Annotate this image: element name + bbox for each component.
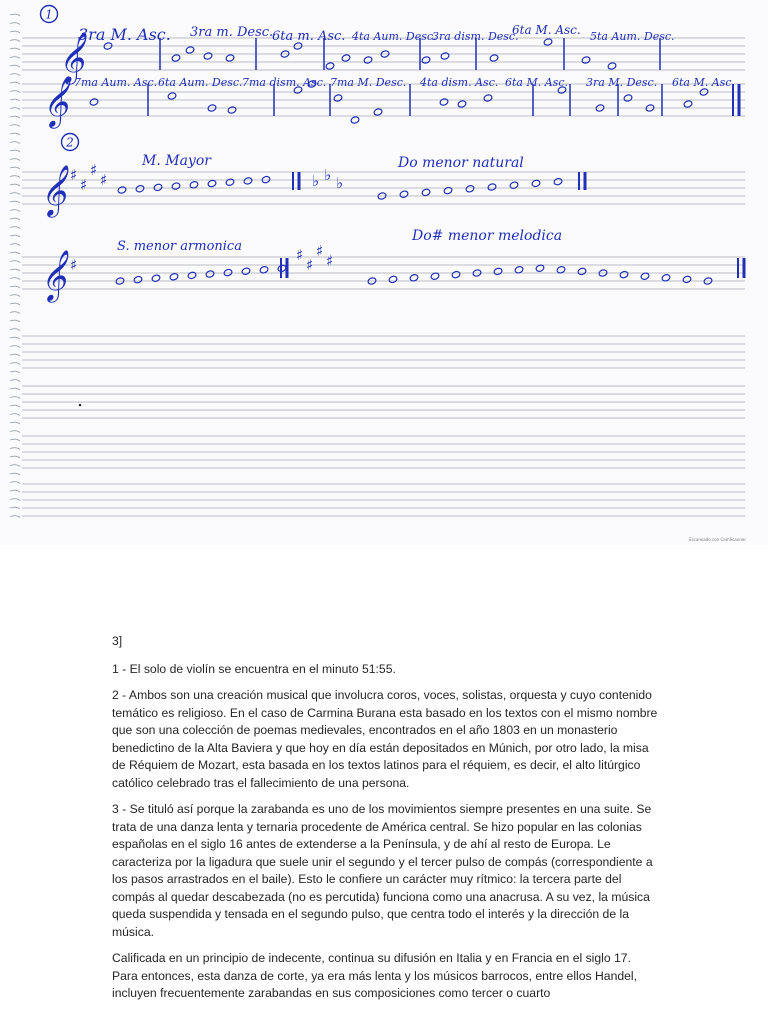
interval-label: 6ta m. Asc.: [272, 29, 346, 44]
sharp-icon: ♯: [70, 256, 78, 274]
treble-clef-icon: 𝄞: [40, 165, 67, 216]
answer-paragraph-1: 1 - El solo de violín se encuentra en el minuto 51:55.: [112, 661, 396, 676]
interval-label: 7ma Aum. Asc.: [74, 76, 158, 89]
scanner-stamp: Escaneado con CamScanner: [689, 537, 746, 542]
sharp-icon: ♯: [326, 252, 334, 270]
interval-label: 4ta dism. Asc.: [420, 76, 499, 89]
treble-clef-icon: 𝄞: [42, 76, 69, 127]
scale-label-harmonic-minor: S. menor armonica: [117, 239, 242, 254]
answer-paragraph-2: 2 - Ambos son una creación musical que involucra coros, voces, solistas, orquesta y cuyo contenido temático es religioso. En el caso de Carmina Burana esta basado en los textos con el mismo nombre que son una colección de poemas medievales, encontrados en el año 1803 en un monasterio benedictino de la Alta Baviera y que hoy en día están depositados en Múnich, por otro lado, la misa de Réquiem de Mozart, esta basada en los textos latinos para el réquiem, es decir, el alto litúrgico católico celebrado tras el fallecimiento de una persona.: [112, 688, 658, 790]
row-2-interval-labels: [74, 76, 735, 89]
sharp-icon: ♯: [90, 161, 98, 179]
svg-text:1: 1: [45, 7, 53, 22]
sharp-icon: ♯: [306, 256, 314, 274]
sharp-icon: ♯: [316, 242, 324, 260]
scale-label-c-minor-natural: Do menor natural: [398, 155, 524, 171]
answers-section: [112, 633, 660, 1012]
interval-label: 3ra M. Desc.: [586, 76, 658, 89]
answer-paragraph-4: Calificada en un principio de indecente, continua su difusión en Italia y en Francia en el siglo 17. Para entonces, esta danza de corte, ya era más lenta y los músicos barrocos, entre ellos Handel, incluyen frecuentemente zarabandas en sus composiciones como tercer o cuarto: [112, 951, 638, 1000]
interval-label: 7ma dism. Asc.: [242, 76, 327, 89]
interval-label: 7ma M. Desc.: [330, 76, 407, 89]
interval-label: 3ra m. Desc.: [190, 25, 274, 40]
interval-label: 3ra dism. Desc.: [432, 30, 519, 43]
sharp-icon: ♯: [296, 246, 304, 264]
interval-label: 5ta Aum. Desc.: [590, 30, 675, 43]
treble-clef-icon: 𝄞: [40, 250, 67, 301]
flat-icon: ♭: [336, 174, 344, 192]
sharp-icon: ♯: [70, 166, 78, 184]
sharp-icon: ♯: [80, 176, 88, 194]
flat-icon: ♭: [324, 166, 332, 184]
ink-dot: [79, 404, 82, 407]
answers-heading: 3]: [112, 634, 123, 648]
interval-label: 6ta M. Asc.: [672, 76, 735, 89]
interval-label: 6ta M. Asc.: [512, 23, 581, 37]
treble-clef-icon: 𝄞: [58, 32, 85, 83]
flat-icon: ♭: [312, 172, 320, 190]
interval-label: 3ra M. Asc.: [78, 25, 171, 44]
interval-label: 4ta Aum. Desc.: [352, 30, 437, 43]
scale-label-major: M. Mayor: [142, 153, 211, 169]
scale-label-c-sharp-melodic-minor: Do# menor melodica: [412, 228, 563, 244]
svg-text:2: 2: [66, 135, 74, 150]
interval-label: 6ta Aum. Desc.: [158, 76, 243, 89]
sharp-icon: ♯: [100, 171, 108, 189]
interval-label: 6ta M. Asc.: [505, 76, 568, 89]
answer-paragraph-3: 3 - Se tituló así porque la zarabanda es uno de los movimientos siempre presentes en una suite. Se trata de una danza lenta y ternaria procedente de América central. Se hizo popular en las colonias españolas en el siglo 16 antes de extenderse a la Península, y de ahí al resto de Europa. Le caracteriza por la ligadura que suele unir el segundo y el tercer pulso de compás (correspondiente a los pasos arrastrados en el baile). Esto le confiere un carácter muy rítmico: la tercera parte del compás al quedar descabezada (no es percutida) funciona como una anacrusa. A su vez, la música queda suspendida y tensada en el segundo pulso, que centra todo el interés y la dirección de la música.: [112, 802, 653, 939]
